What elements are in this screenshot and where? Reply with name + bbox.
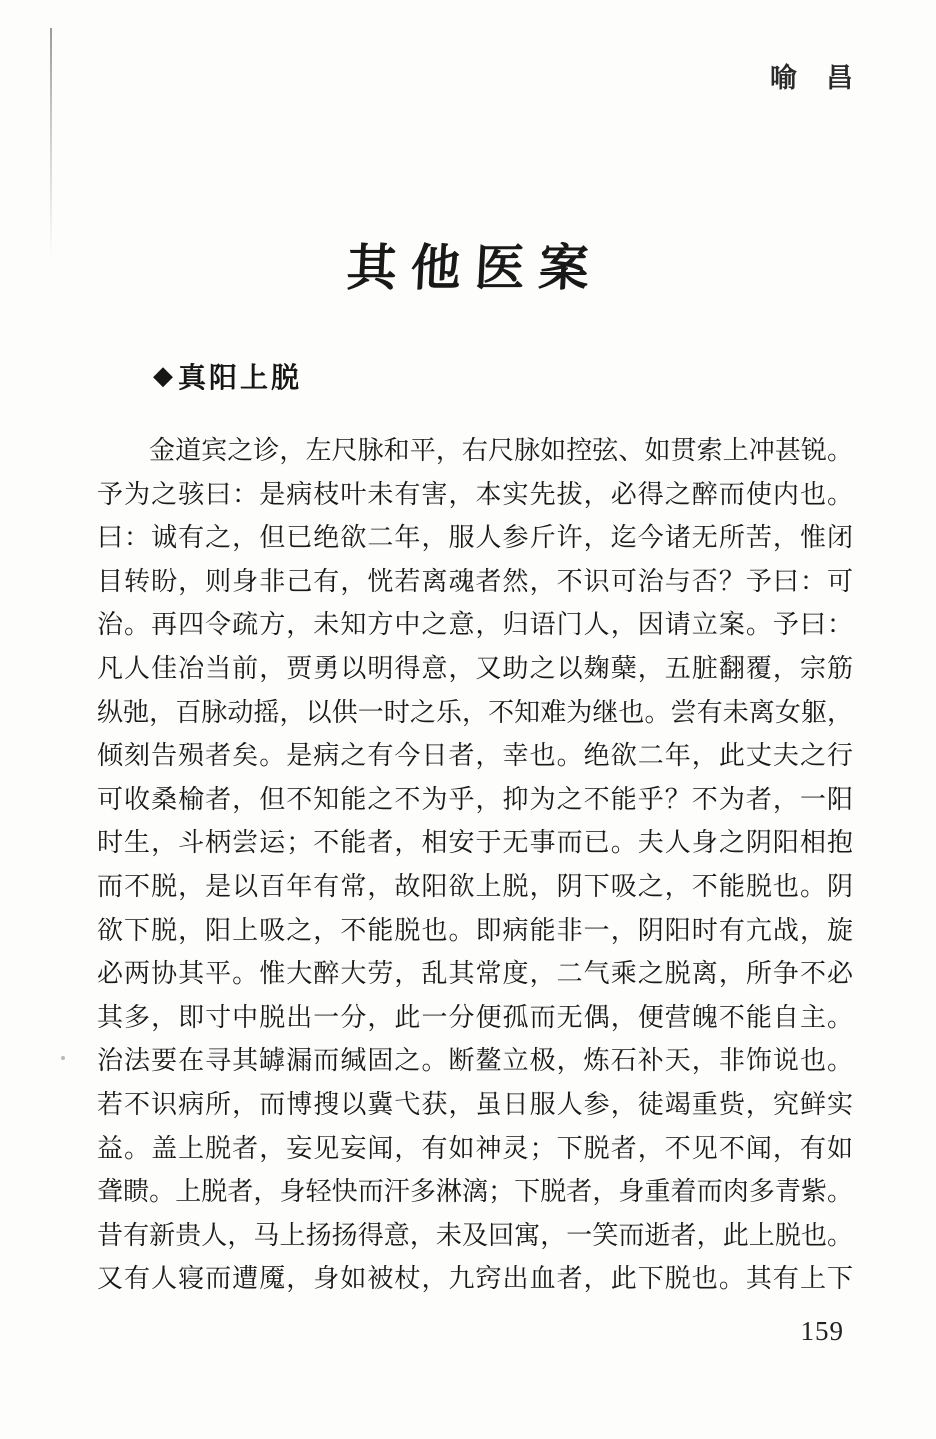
body-text-line: 必两协其平。惟大醉大劳，乱其常度，二气乘之脱离，所争不必	[97, 959, 853, 989]
scan-artifact-line	[50, 28, 52, 258]
chapter-title: 其他医案	[345, 240, 605, 296]
diamond-bullet-icon: ◆	[153, 361, 173, 391]
body-text-line: 治法要在寻其罅漏而缄固之。断鳌立极，炼石补天，非饰说也。	[97, 1046, 853, 1076]
body-text-line: 可收桑榆者，但不知能之不为乎，抑为之不能乎？不为者，一阳	[97, 784, 853, 814]
body-text-line: 目转盼，则身非己有，恍若离魂者然，不识可治与否？予曰：可	[97, 566, 853, 596]
body-paragraph	[97, 429, 853, 1301]
body-text-line: 昔有新贵人，马上扬扬得意，未及回寓，一笑而逝者，此上脱也。	[97, 1220, 853, 1250]
body-text-line: 金道宾之诊，左尺脉和平，右尺脉如控弦、如贯索上冲甚锐。	[149, 436, 853, 465]
body-text-line: 而不脱，是以百年有常，故阳欲上脱，阴下吸之，不能脱也。阴	[97, 871, 853, 901]
body-text-line: 纵弛，百脉动摇，以供一时之乐，不知难为继也。尝有未离女躯，	[97, 697, 853, 727]
body-text-line: 聋瞆。上脱者，身轻快而汗多淋漓；下脱者，身重着而肉多青紫。	[97, 1177, 853, 1207]
running-head-author: 喻 昌	[770, 63, 854, 93]
scan-speck	[61, 1056, 65, 1060]
body-text-line: 益。盖上脱者，妄见妄闻，有如神灵；下脱者，不见不闻，有如	[97, 1133, 853, 1163]
body-text-line: 欲下脱，阳上吸之，不能脱也。即病能非一，阴阳时有亢战，旋	[97, 915, 853, 945]
body-text-line: 倾刻告殒者矣。是病之有今日者，幸也。绝欲二年，此丈夫之行	[97, 741, 853, 771]
body-text-line: 曰：诚有之，但已绝欲二年，服人参斤许，迄今诸无所苦，惟闭	[97, 523, 853, 553]
section-heading-text: 真阳上脱	[178, 363, 303, 394]
body-text-line: 凡人佳冶当前，贾勇以明得意，又助之以麹蘖，五脏翻覆，宗筋	[97, 653, 853, 683]
page-number: 159	[800, 1316, 844, 1346]
body-text-line: 时生，斗柄尝运；不能者，相安于无事而已。夫人身之阴阳相抱	[97, 828, 853, 858]
body-text-line: 又有人寝而遭魇，身如被杖，九窍出血者，此下脱也。其有上下	[97, 1264, 853, 1294]
body-text-line: 予为之骇曰：是病枝叶未有害，本实先拔，必得之醉而使内也。	[97, 479, 853, 509]
body-text-line: 其多，即寸中脱出一分，此一分便孤而无偶，便营魄不能自主。	[97, 1002, 853, 1032]
body-text-line: 若不识病所，而博搜以冀弋获，虽日服人参，徒竭重赀，究鲜实	[97, 1089, 853, 1119]
body-text-line: 治。再四令疏方，未知方中之意，归语门人，因请立案。予曰：	[97, 610, 853, 640]
section-heading	[153, 356, 302, 396]
